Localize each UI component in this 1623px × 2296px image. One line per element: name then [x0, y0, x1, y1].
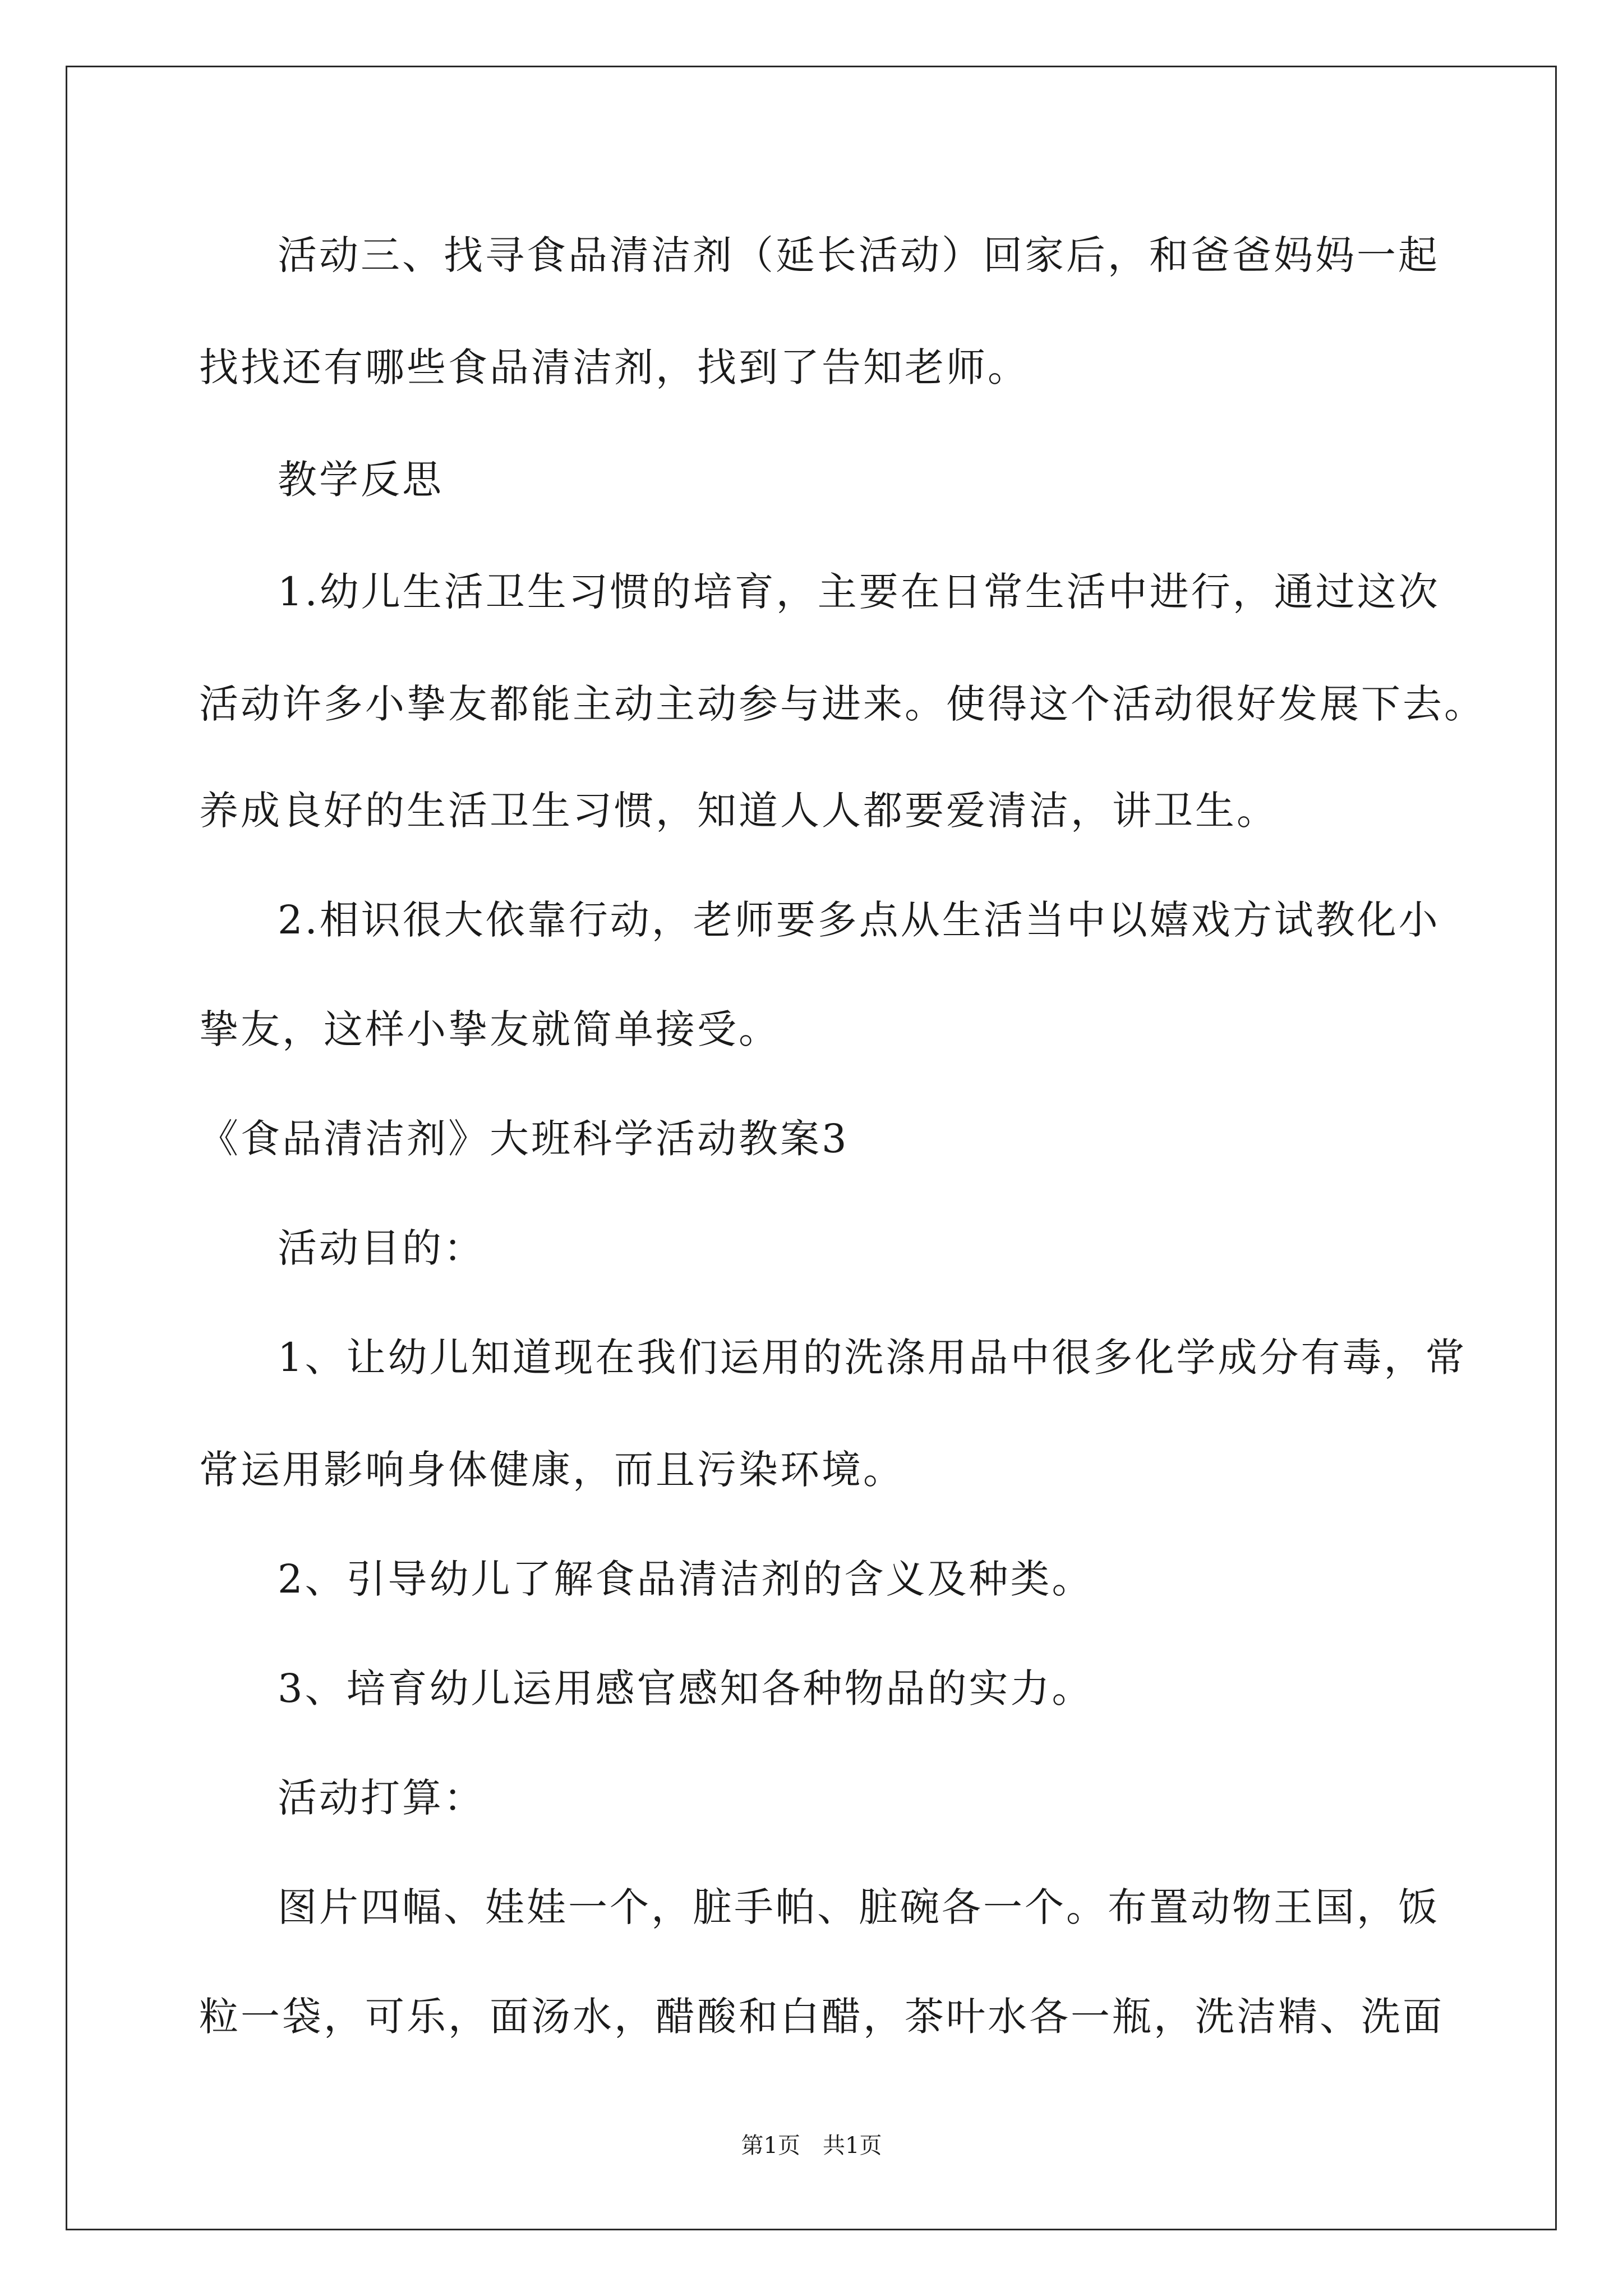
- section-heading: 教学反思: [278, 457, 444, 503]
- paragraph-line: 找找还有哪些食品清洁剂，找到了告知老师。: [199, 344, 1029, 390]
- paragraph-line: 常运用影响身体健康，而且污染环境。: [199, 1447, 905, 1493]
- paragraph-line: 养成良好的生活卫生习惯，知道人人都要爱清洁，讲卫生。: [199, 788, 1278, 834]
- paragraph-line: 图片四幅、娃娃一个，脏手帕、脏碗各一个。布置动物王国，饭: [278, 1884, 1440, 1930]
- paragraph-line: 活动三、找寻食品清洁剂（延长活动）回家后，和爸爸妈妈一起: [278, 232, 1440, 278]
- section-heading: 活动打算：: [278, 1775, 485, 1821]
- paragraph-line: 1.幼儿生活卫生习惯的培育，主要在日常生活中进行，通过这次: [278, 569, 1440, 615]
- page-footer: 第1页 共1页: [741, 2133, 882, 2159]
- paragraph-line: 1、让幼儿知道现在我们运用的洗涤用品中很多化学成分有毒，常: [278, 1335, 1467, 1381]
- paragraph-line: 3、培育幼儿运用感官感知各种物品的实力。: [278, 1665, 1094, 1711]
- paragraph-line: 挚友，这样小挚友就简单接受。: [199, 1006, 780, 1052]
- section-heading: 活动目的：: [278, 1225, 485, 1271]
- paragraph-line: 2.相识很大依靠行动，老师要多点从生活当中以嬉戏方试教化小: [278, 897, 1440, 943]
- paragraph-line: 活动许多小挚友都能主动主动参与进来。使得这个活动很好发展下去。: [199, 681, 1486, 727]
- paragraph-line: 粒一袋，可乐，面汤水，醋酸和白醋，茶叶水各一瓶，洗洁精、洗面: [199, 1994, 1444, 2040]
- paragraph-line: 2、引导幼儿了解食品清洁剂的含义及种类。: [278, 1556, 1094, 1602]
- document-title: 《食品清洁剂》大班科学活动教案3: [199, 1116, 849, 1162]
